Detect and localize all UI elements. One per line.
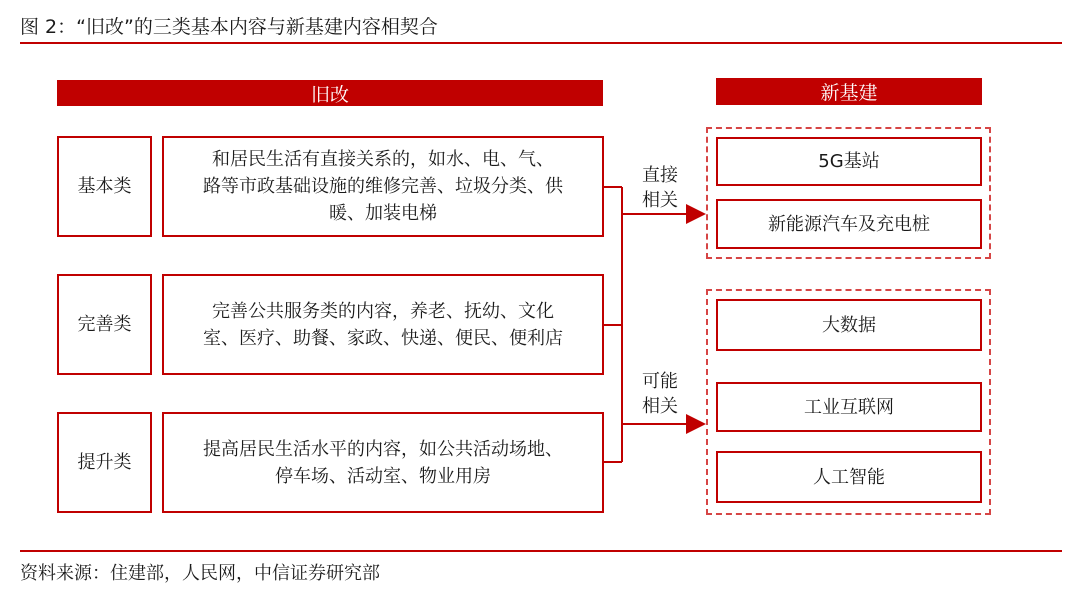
item-industrial-internet: 工业互联网 xyxy=(716,382,982,432)
description-line: 暖、加装电梯 xyxy=(329,203,437,224)
description-line: 路等市政基础设施的维修完善、垃圾分类、供 xyxy=(203,176,563,197)
item-ai: 人工智能 xyxy=(716,451,982,503)
description-line: 完善公共服务类的内容，养老、抚幼、文化 xyxy=(212,300,554,322)
relation-possible-label xyxy=(630,369,690,419)
description-line: 室、医疗、助餐、家政、快递、便民、便利店 xyxy=(203,327,563,349)
item-nev-charging: 新能源汽车及充电桩 xyxy=(716,199,982,249)
relation-possible-line: 可能 xyxy=(642,371,678,392)
category-upgrade: 提升类 xyxy=(57,412,152,513)
relation-direct-label xyxy=(630,163,690,213)
relation-possible-line: 相关 xyxy=(642,396,678,417)
figure-source: 资料来源：住建部，人民网，中信证券研究部 xyxy=(20,563,380,584)
category-improve: 完善类 xyxy=(57,274,152,375)
item-5g-base-station: 5G基站 xyxy=(716,137,982,186)
new-infrastructure-header: 新基建 xyxy=(716,78,982,105)
figure-title: 图 2：“旧改”的三类基本内容与新基建内容相契合 xyxy=(20,16,438,38)
bottom-rule xyxy=(20,550,1062,552)
relation-direct-line: 相关 xyxy=(642,190,678,211)
old-renovation-header: 旧改 xyxy=(57,80,603,106)
item-big-data: 大数据 xyxy=(716,299,982,351)
category-basic: 基本类 xyxy=(57,136,152,237)
description-line: 停车场、活动室、物业用房 xyxy=(275,465,491,487)
description-line: 提高居民生活水平的内容，如公共活动场地、 xyxy=(203,438,563,460)
relation-direct-line: 直接 xyxy=(642,165,678,186)
description-line: 和居民生活有直接关系的，如水、电、气、 xyxy=(212,149,554,170)
